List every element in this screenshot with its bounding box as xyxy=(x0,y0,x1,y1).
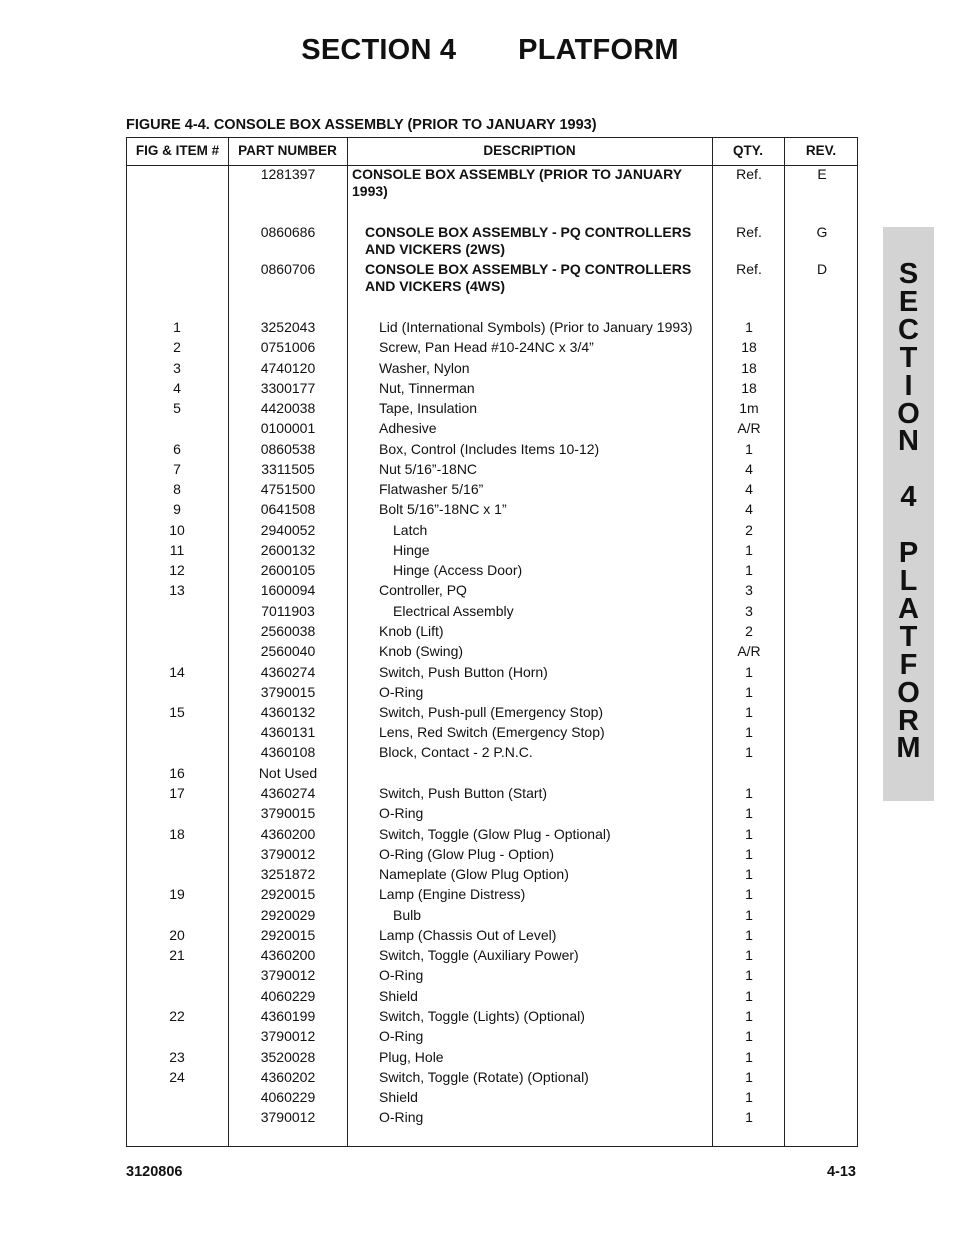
part-number-cell: 4060229 xyxy=(260,1089,316,1105)
fig-item-cell: 2 xyxy=(173,339,181,355)
qty-cell: 18 xyxy=(741,380,757,396)
description-cell: Hinge (Access Door) xyxy=(393,562,523,578)
qty-cell: 1 xyxy=(745,1008,753,1024)
part-number-cell: 2560040 xyxy=(260,643,316,659)
qty-cell: 4 xyxy=(745,481,753,497)
description-cell: Lamp (Engine Distress) xyxy=(379,886,526,902)
part-number-cell: 2600132 xyxy=(260,542,316,558)
description-cell: Tape, Insulation xyxy=(379,400,478,416)
description-cell: Knob (Swing) xyxy=(379,643,464,659)
fig-item-cell: 8 xyxy=(173,481,181,497)
header-fig-item: FIG & ITEM # xyxy=(135,143,220,158)
side-tab-letter: 4 xyxy=(900,481,917,514)
part-number-cell: 2920015 xyxy=(260,927,316,943)
part-number-cell: 3520028 xyxy=(260,1049,316,1065)
qty-cell: 4 xyxy=(745,461,753,477)
qty-cell: 1 xyxy=(745,785,753,801)
fig-item-cell: 21 xyxy=(169,947,185,963)
side-tab-letter: P xyxy=(898,537,919,570)
rev-cell: D xyxy=(816,261,828,277)
part-number-cell: 4360108 xyxy=(260,744,316,760)
fig-item-cell: 3 xyxy=(173,360,181,376)
part-number-cell: 4360131 xyxy=(260,724,316,740)
side-tab-letter: C xyxy=(898,313,919,346)
part-number-cell: 1281397 xyxy=(260,166,316,182)
fig-item-cell: 23 xyxy=(169,1049,185,1065)
part-number-cell: 3790015 xyxy=(260,684,316,700)
fig-item-cell: 7 xyxy=(173,461,181,477)
side-tab-letter: I xyxy=(904,369,913,402)
description-cell: Bulb xyxy=(393,907,422,923)
qty-cell: 1 xyxy=(745,846,753,862)
description-cell: Lens, Red Switch (Emergency Stop) xyxy=(379,724,605,740)
fig-item-cell: 6 xyxy=(173,441,181,457)
description-cell: Shield xyxy=(379,988,418,1004)
part-number-cell: 0860686 xyxy=(260,224,316,240)
description-cell: Switch, Push Button (Start) xyxy=(379,785,548,801)
part-number-cell: 4360132 xyxy=(260,704,316,720)
qty-cell: Ref. xyxy=(736,166,762,182)
header-qty: QTY. xyxy=(732,143,763,158)
qty-cell: 1 xyxy=(745,1069,753,1085)
qty-cell: 1 xyxy=(745,947,753,963)
description-cell: Screw, Pan Head #10-24NC x 3/4” xyxy=(379,339,594,355)
qty-cell: 1 xyxy=(745,664,753,680)
part-number-cell: 2920029 xyxy=(260,907,316,923)
table-header xyxy=(127,138,857,166)
qty-cell: 2 xyxy=(745,522,753,538)
part-number-cell: 3790012 xyxy=(260,1028,316,1044)
side-tab-letter: L xyxy=(899,564,918,597)
fig-item-cell: 10 xyxy=(169,522,185,538)
fig-item-cell: 15 xyxy=(169,704,185,720)
description-cell: O-Ring xyxy=(379,967,424,983)
description-cell: Hinge xyxy=(393,542,430,558)
description-cell: Switch, Push Button (Horn) xyxy=(379,664,548,680)
description-cell: Nameplate (Glow Plug Option) xyxy=(379,866,569,882)
qty-cell: 1 xyxy=(745,441,753,457)
description-cell: CONSOLE BOX ASSEMBLY - PQ CONTROLLERS AND VICKERS (4WS) xyxy=(365,261,692,294)
side-tab-letter: T xyxy=(899,620,918,653)
description-cell: Shield xyxy=(379,1089,418,1105)
page-number: 4-13 xyxy=(826,1164,856,1180)
fig-item-cell: 20 xyxy=(169,927,185,943)
part-number-cell: 2600105 xyxy=(260,562,316,578)
part-number-cell: 3790012 xyxy=(260,846,316,862)
fig-item-cell: 4 xyxy=(173,380,181,396)
column-divider xyxy=(712,138,713,1146)
description-cell: O-Ring xyxy=(379,684,424,700)
part-number-cell: 2920015 xyxy=(260,886,316,902)
part-number-cell: 3251872 xyxy=(260,866,316,882)
part-number-cell: 3790015 xyxy=(260,805,316,821)
description-cell: CONSOLE BOX ASSEMBLY - PQ CONTROLLERS AND VICKERS (2WS) xyxy=(365,224,692,257)
section-side-tab xyxy=(883,227,934,801)
description-cell: Switch, Toggle (Glow Plug - Optional) xyxy=(379,826,611,842)
qty-cell: 1 xyxy=(745,988,753,1004)
fig-item-cell: 14 xyxy=(169,664,185,680)
part-number-cell: 4060229 xyxy=(260,988,316,1004)
column-divider xyxy=(347,138,348,1146)
side-tab-letter: M xyxy=(896,732,921,765)
side-tab-letter: R xyxy=(898,704,919,737)
part-number-cell: 4360199 xyxy=(260,1008,316,1024)
side-tab-letter: F xyxy=(899,648,918,681)
fig-item-cell: 13 xyxy=(169,582,185,598)
header-description: DESCRIPTION xyxy=(483,143,576,158)
part-number-cell: 4360274 xyxy=(260,664,316,680)
side-tab-letter: E xyxy=(898,285,919,318)
qty-cell: 2 xyxy=(745,623,753,639)
part-number-cell: 3790012 xyxy=(260,967,316,983)
section-title: PLATFORM xyxy=(518,34,679,66)
fig-item-cell: 17 xyxy=(169,785,185,801)
rev-cell: E xyxy=(817,166,827,182)
fig-item-cell: 22 xyxy=(169,1008,185,1024)
part-number-cell: 2940052 xyxy=(260,522,316,538)
side-tab-letter xyxy=(883,456,934,484)
qty-cell: Ref. xyxy=(736,224,762,240)
fig-item-cell: 16 xyxy=(169,765,185,781)
qty-cell: 18 xyxy=(741,339,757,355)
qty-cell: 1 xyxy=(745,744,753,760)
description-cell: Adhesive xyxy=(379,420,437,436)
page-title xyxy=(0,34,954,67)
parts-table xyxy=(126,137,858,1147)
qty-cell: 1 xyxy=(745,562,753,578)
qty-cell: A/R xyxy=(737,420,761,436)
rev-cell: G xyxy=(816,224,828,240)
part-number-cell: 4360200 xyxy=(260,826,316,842)
description-cell: Lid (International Symbols) (Prior to January 1993) xyxy=(379,319,693,335)
qty-cell: 4 xyxy=(745,501,753,517)
fig-item-cell: 24 xyxy=(169,1069,185,1085)
document-number: 3120806 xyxy=(126,1164,183,1180)
part-number-cell: 0100001 xyxy=(260,420,316,436)
part-number-cell: 4360202 xyxy=(260,1069,316,1085)
fig-item-cell: 18 xyxy=(169,826,185,842)
qty-cell: 1 xyxy=(745,927,753,943)
description-cell: Switch, Toggle (Rotate) (Optional) xyxy=(379,1069,589,1085)
description-cell: Controller, PQ xyxy=(379,582,467,598)
description-cell: Nut 5/16”-18NC xyxy=(379,461,478,477)
fig-item-cell: 12 xyxy=(169,562,185,578)
qty-cell: 1 xyxy=(745,542,753,558)
qty-cell: 1 xyxy=(745,1089,753,1105)
part-number-cell: 2560038 xyxy=(260,623,316,639)
qty-cell: 1 xyxy=(745,805,753,821)
qty-cell: A/R xyxy=(737,643,761,659)
side-tab-letter xyxy=(883,512,934,540)
description-cell: O-Ring xyxy=(379,1028,424,1044)
part-number-cell: 4420038 xyxy=(260,400,316,416)
part-number-cell: 3311505 xyxy=(261,461,315,477)
description-cell: Block, Contact - 2 P.N.C. xyxy=(379,744,533,760)
description-cell: O-Ring xyxy=(379,1109,424,1125)
description-cell: Washer, Nylon xyxy=(379,360,470,376)
qty-cell: 3 xyxy=(745,603,753,619)
part-number-cell: Not Used xyxy=(258,765,318,781)
qty-cell: 1 xyxy=(745,826,753,842)
fig-item-cell: 9 xyxy=(173,501,181,517)
header-rev: REV. xyxy=(805,143,837,158)
description-cell: Switch, Toggle (Auxiliary Power) xyxy=(379,947,579,963)
qty-cell: 1 xyxy=(745,866,753,882)
description-cell: CONSOLE BOX ASSEMBLY (PRIOR TO JANUARY 1993) xyxy=(352,166,682,199)
description-cell: Bolt 5/16”-18NC x 1” xyxy=(379,501,507,517)
part-number-cell: 0860538 xyxy=(260,441,316,457)
qty-cell: 18 xyxy=(741,360,757,376)
qty-cell: Ref. xyxy=(736,261,762,277)
qty-cell: 1 xyxy=(745,1109,753,1125)
side-tab-letter: N xyxy=(898,425,919,458)
side-tab-letter: T xyxy=(899,341,918,374)
part-number-cell: 3300177 xyxy=(260,380,316,396)
qty-cell: 1 xyxy=(745,907,753,923)
description-cell: Knob (Lift) xyxy=(379,623,444,639)
description-cell: Electrical Assembly xyxy=(393,603,514,619)
figure-title: FIGURE 4-4. CONSOLE BOX ASSEMBLY (PRIOR TO JANUARY 1993) xyxy=(126,117,597,133)
part-number-cell: 3790012 xyxy=(260,1109,316,1125)
part-number-cell: 1600094 xyxy=(260,582,316,598)
fig-item-cell: 1 xyxy=(173,319,181,335)
description-cell: Switch, Push-pull (Emergency Stop) xyxy=(379,704,604,720)
side-tab-letter: O xyxy=(897,676,920,709)
description-cell: Nut, Tinnerman xyxy=(379,380,475,396)
side-tab-letter: O xyxy=(897,397,920,430)
description-cell: O-Ring (Glow Plug - Option) xyxy=(379,846,555,862)
qty-cell: 1 xyxy=(745,1028,753,1044)
part-number-cell: 4360200 xyxy=(260,947,316,963)
fig-item-cell: 19 xyxy=(169,886,185,902)
description-cell: Latch xyxy=(393,522,428,538)
qty-cell: 1 xyxy=(745,319,753,335)
part-number-cell: 3252043 xyxy=(260,319,316,335)
description-cell: Flatwasher 5/16” xyxy=(379,481,484,497)
header-part-number: PART NUMBER xyxy=(238,143,337,158)
side-tab-letter: A xyxy=(898,592,919,625)
part-number-cell: 4740120 xyxy=(260,360,316,376)
part-number-cell: 0860706 xyxy=(260,261,316,277)
description-cell: Switch, Toggle (Lights) (Optional) xyxy=(379,1008,585,1024)
qty-cell: 1 xyxy=(745,724,753,740)
description-cell: Lamp (Chassis Out of Level) xyxy=(379,927,557,943)
qty-cell: 1 xyxy=(745,886,753,902)
part-number-cell: 7011903 xyxy=(261,603,315,619)
qty-cell: 1 xyxy=(745,1049,753,1065)
part-number-cell: 4360274 xyxy=(260,785,316,801)
part-number-cell: 0751006 xyxy=(260,339,316,355)
part-number-cell: 0641508 xyxy=(260,501,316,517)
description-cell: Box, Control (Includes Items 10-12) xyxy=(379,441,600,457)
qty-cell: 1m xyxy=(739,400,759,416)
column-divider xyxy=(784,138,785,1146)
part-number-cell: 4751500 xyxy=(260,481,316,497)
side-tab-letter: S xyxy=(898,258,919,290)
qty-cell: 1 xyxy=(745,704,753,720)
qty-cell: 1 xyxy=(745,967,753,983)
fig-item-cell: 5 xyxy=(173,400,181,416)
fig-item-cell: 11 xyxy=(169,542,185,558)
side-tab-letters xyxy=(883,258,934,765)
qty-cell: 1 xyxy=(745,684,753,700)
description-cell: O-Ring xyxy=(379,805,424,821)
description-cell: Plug, Hole xyxy=(379,1049,444,1065)
section-label: SECTION 4 xyxy=(301,34,457,66)
qty-cell: 3 xyxy=(745,582,753,598)
